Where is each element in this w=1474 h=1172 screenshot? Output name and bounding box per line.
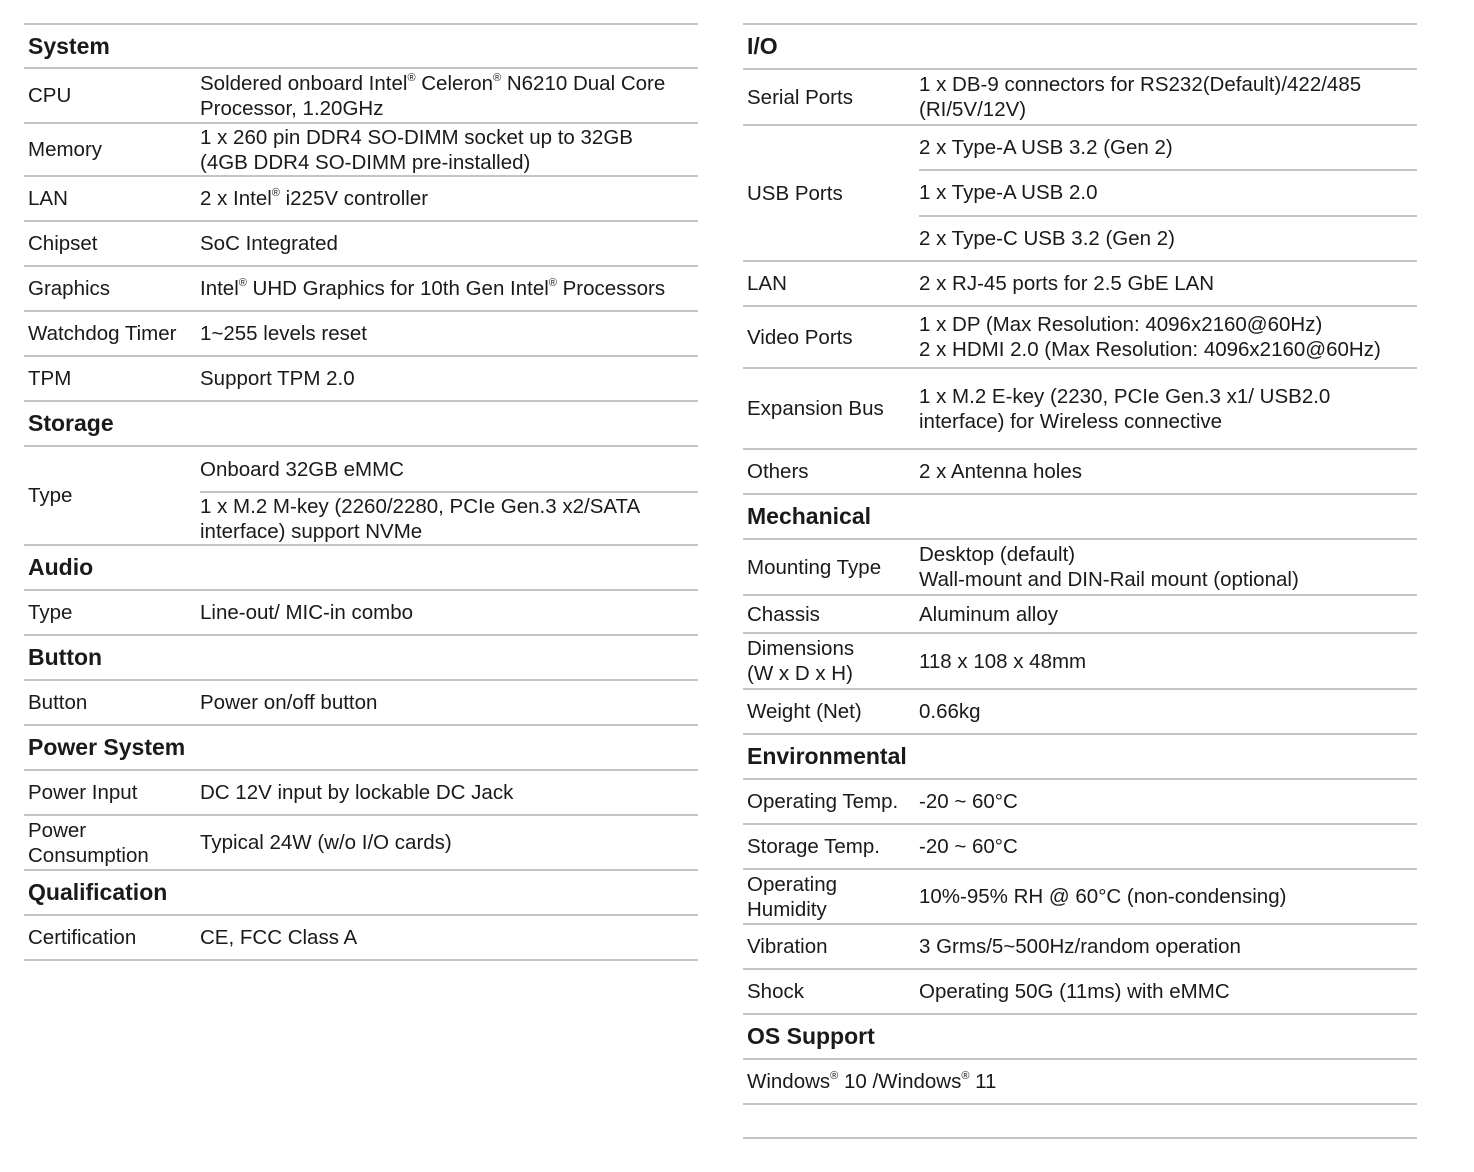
label-line: Operating (747, 872, 838, 896)
spec-row-tpm (24, 357, 698, 402)
spec-label: Video Ports (747, 325, 853, 349)
section-qualification-header (24, 871, 698, 916)
value-text: Windows (747, 1070, 831, 1093)
spec-subvalue (919, 215, 1417, 260)
spec-label: Chipset (28, 232, 98, 255)
spec-value: DC 12V input by lockable DC Jack (200, 781, 514, 804)
spec-value: -20 ~ 60°C (919, 835, 1018, 858)
value-line: 2 x HDMI 2.0 (Max Resolution: 4096x2160@60Hz) (919, 338, 1381, 361)
spec-value (919, 384, 1417, 434)
section-system-header (24, 25, 698, 69)
bottom-divider (743, 1137, 1417, 1139)
section-environmental-header (743, 735, 1417, 780)
spec-row-os (743, 1060, 1417, 1105)
spec-row-storage-type (24, 447, 698, 546)
section-title: Environmental (747, 743, 907, 769)
spec-label: Type (28, 484, 73, 507)
spec-label: Button (28, 691, 88, 714)
spec-value (919, 72, 1417, 122)
value-text: 11 (969, 1070, 997, 1093)
label-line: (W x D x H) (747, 662, 853, 685)
value-text: i225V controller (279, 187, 429, 210)
spec-label: Vibration (747, 935, 828, 958)
right-spec-column (743, 23, 1417, 1105)
spec-label: Operating Temp. (747, 790, 899, 813)
section-title: OS Support (747, 1023, 875, 1049)
value-text: Intel (200, 277, 239, 300)
registered-mark: ® (493, 71, 502, 84)
spec-value (200, 71, 698, 121)
spec-value: SoC Integrated (200, 232, 338, 255)
registered-mark: ® (407, 71, 416, 84)
spec-value: Aluminum alloy (919, 602, 1058, 626)
spec-value (743, 1069, 1417, 1094)
spec-label: Weight (Net) (747, 700, 862, 723)
spec-value (200, 125, 698, 175)
spec-row-shock (743, 970, 1417, 1015)
spec-row-serial (743, 70, 1417, 126)
spec-row-dimensions (743, 634, 1417, 690)
spec-row-mounting (743, 540, 1417, 596)
value-text: 2 x Type-A USB 3.2 (Gen 2) (919, 136, 1173, 160)
spec-value: 118 x 108 x 48mm (919, 649, 1087, 673)
spec-row-expansion (743, 369, 1417, 450)
section-title: System (28, 32, 110, 59)
value-text: Processor, 1.20GHz (200, 96, 384, 120)
spec-value: 10%-95% RH @ 60°C (non-condensing) (919, 885, 1287, 908)
registered-mark: ® (548, 277, 557, 289)
label-line: Humidity (747, 897, 827, 921)
value-text: Onboard 32GB eMMC (200, 457, 404, 481)
value-text: UHD Graphics for 10th Gen Intel (246, 277, 549, 300)
section-title: Qualification (28, 879, 168, 905)
spec-row-power-consumption (24, 816, 698, 871)
spec-label (743, 636, 919, 686)
spec-row-certification (24, 916, 698, 961)
spec-label: LAN (28, 187, 68, 210)
spec-value: Support TPM 2.0 (200, 367, 355, 390)
spec-row-io-lan (743, 262, 1417, 307)
spec-value (919, 312, 1417, 362)
section-title: I/O (747, 33, 778, 59)
spec-row-video (743, 307, 1417, 369)
spec-label: Watchdog Timer (28, 322, 177, 345)
value-line: 1 x DP (Max Resolution: 4096x2160@60Hz) (919, 313, 1323, 336)
spec-row-weight (743, 690, 1417, 735)
spec-label: Chassis (747, 602, 820, 626)
value-line: Wall-mount and DIN-Rail mount (optional) (919, 568, 1299, 591)
spec-label: Storage Temp. (747, 835, 880, 858)
spec-row-watchdog (24, 312, 698, 357)
spec-label: Shock (747, 980, 804, 1003)
spec-label: Mounting Type (747, 555, 882, 579)
spec-value-group (200, 447, 698, 544)
spec-subvalue (919, 169, 1417, 214)
spec-row-humidity (743, 870, 1417, 925)
spec-label: USB Ports (747, 181, 843, 205)
section-button-header (24, 636, 698, 681)
value-line: 1 x M.2 M-key (2260/2280, PCIe Gen.3 x2/SATA (200, 494, 641, 518)
spec-row-button (24, 681, 698, 726)
value-text: 1 x Type-A USB 2.0 (919, 181, 1098, 205)
section-title: Button (28, 644, 103, 670)
label-line: Power (28, 818, 87, 842)
spec-row-audio-type (24, 591, 698, 636)
section-storage-header (24, 402, 698, 447)
section-title: Mechanical (747, 503, 871, 529)
value-text: 10 /Windows (838, 1070, 962, 1093)
spec-value-group (919, 126, 1417, 260)
value-line: 1 x M.2 E-key (2230, PCIe Gen.3 x1/ USB2.0 (919, 384, 1331, 408)
spec-label: Graphics (28, 277, 111, 300)
spec-value: Typical 24W (w/o I/O cards) (200, 831, 452, 854)
spec-subvalue (919, 126, 1417, 169)
section-title: Audio (28, 554, 94, 580)
spec-value: Line-out/ MIC-in combo (200, 601, 414, 624)
spec-label: CPU (28, 84, 72, 107)
registered-mark: ® (830, 1070, 839, 1082)
value-text: 2 x Intel (200, 187, 272, 210)
value-line: Desktop (default) (919, 543, 1076, 566)
spec-value: 2 x RJ-45 ports for 2.5 GbE LAN (919, 272, 1215, 295)
section-title: Power System (28, 734, 186, 760)
spec-label (743, 872, 919, 922)
spec-value: 0.66kg (919, 700, 981, 723)
value-text: N6210 Dual Core (501, 71, 666, 95)
spec-row-vibration (743, 925, 1417, 970)
spec-value: 2 x Antenna holes (919, 460, 1082, 483)
spec-value (200, 186, 698, 211)
spec-label: LAN (747, 272, 787, 295)
value-text: Celeron (415, 71, 494, 95)
value-text: (4GB DDR4 SO-DIMM pre-installed) (200, 150, 531, 174)
spec-row-storage-temp (743, 825, 1417, 870)
value-text: Processors (556, 277, 666, 300)
spec-label: Others (747, 460, 809, 483)
registered-mark: ® (961, 1070, 970, 1082)
section-mechanical-header (743, 495, 1417, 540)
spec-label: Serial Ports (747, 85, 853, 109)
spec-label: Power Input (28, 781, 138, 804)
spec-row-usb (743, 126, 1417, 262)
spec-row-graphics (24, 267, 698, 312)
section-audio-header (24, 546, 698, 591)
spec-label: TPM (28, 367, 72, 390)
spec-subvalue (200, 491, 698, 544)
spec-value: CE, FCC Class A (200, 926, 358, 949)
section-os-header (743, 1015, 1417, 1060)
spec-row-chassis (743, 596, 1417, 634)
spec-value: 3 Grms/5~500Hz/random operation (919, 935, 1241, 958)
value-text: 2 x Type-C USB 3.2 (Gen 2) (919, 226, 1175, 250)
registered-mark: ® (238, 277, 247, 289)
spec-value (200, 276, 698, 301)
spec-row-chipset (24, 222, 698, 267)
value-line: 1 x DB-9 connectors for RS232(Default)/422/485 (919, 73, 1362, 96)
spec-value: 1~255 levels reset (200, 322, 367, 345)
value-line: interface) support NVMe (200, 519, 423, 543)
section-power-header (24, 726, 698, 771)
spec-row-power-input (24, 771, 698, 816)
value-text (200, 494, 694, 544)
value-line: interface) for Wireless connective (919, 409, 1223, 433)
spec-label (24, 818, 200, 868)
spec-label: Certification (28, 926, 137, 949)
value-text: Soldered onboard Intel (200, 71, 408, 95)
spec-value: Power on/off button (200, 691, 378, 714)
label-line: Consumption (28, 843, 149, 867)
spec-label: Type (28, 601, 73, 624)
spec-subvalue (200, 447, 698, 491)
label-line: Dimensions (747, 637, 855, 660)
spec-row-lan (24, 177, 698, 222)
registered-mark: ® (271, 187, 280, 199)
spec-value: -20 ~ 60°C (919, 790, 1018, 813)
spec-row-cpu (24, 69, 698, 124)
spec-label: Expansion Bus (747, 397, 884, 420)
spec-row-memory (24, 124, 698, 177)
section-io-header (743, 25, 1417, 70)
section-title: Storage (28, 410, 114, 436)
spec-value: Operating 50G (11ms) with eMMC (919, 980, 1230, 1003)
spec-row-operating-temp (743, 780, 1417, 825)
spec-row-others (743, 450, 1417, 495)
left-spec-column (24, 23, 698, 961)
spec-value (919, 542, 1417, 592)
spec-label: Memory (28, 138, 103, 161)
value-text: 1 x 260 pin DDR4 SO-DIMM socket up to 32GB (200, 125, 633, 149)
value-line: (RI/5V/12V) (919, 98, 1027, 121)
